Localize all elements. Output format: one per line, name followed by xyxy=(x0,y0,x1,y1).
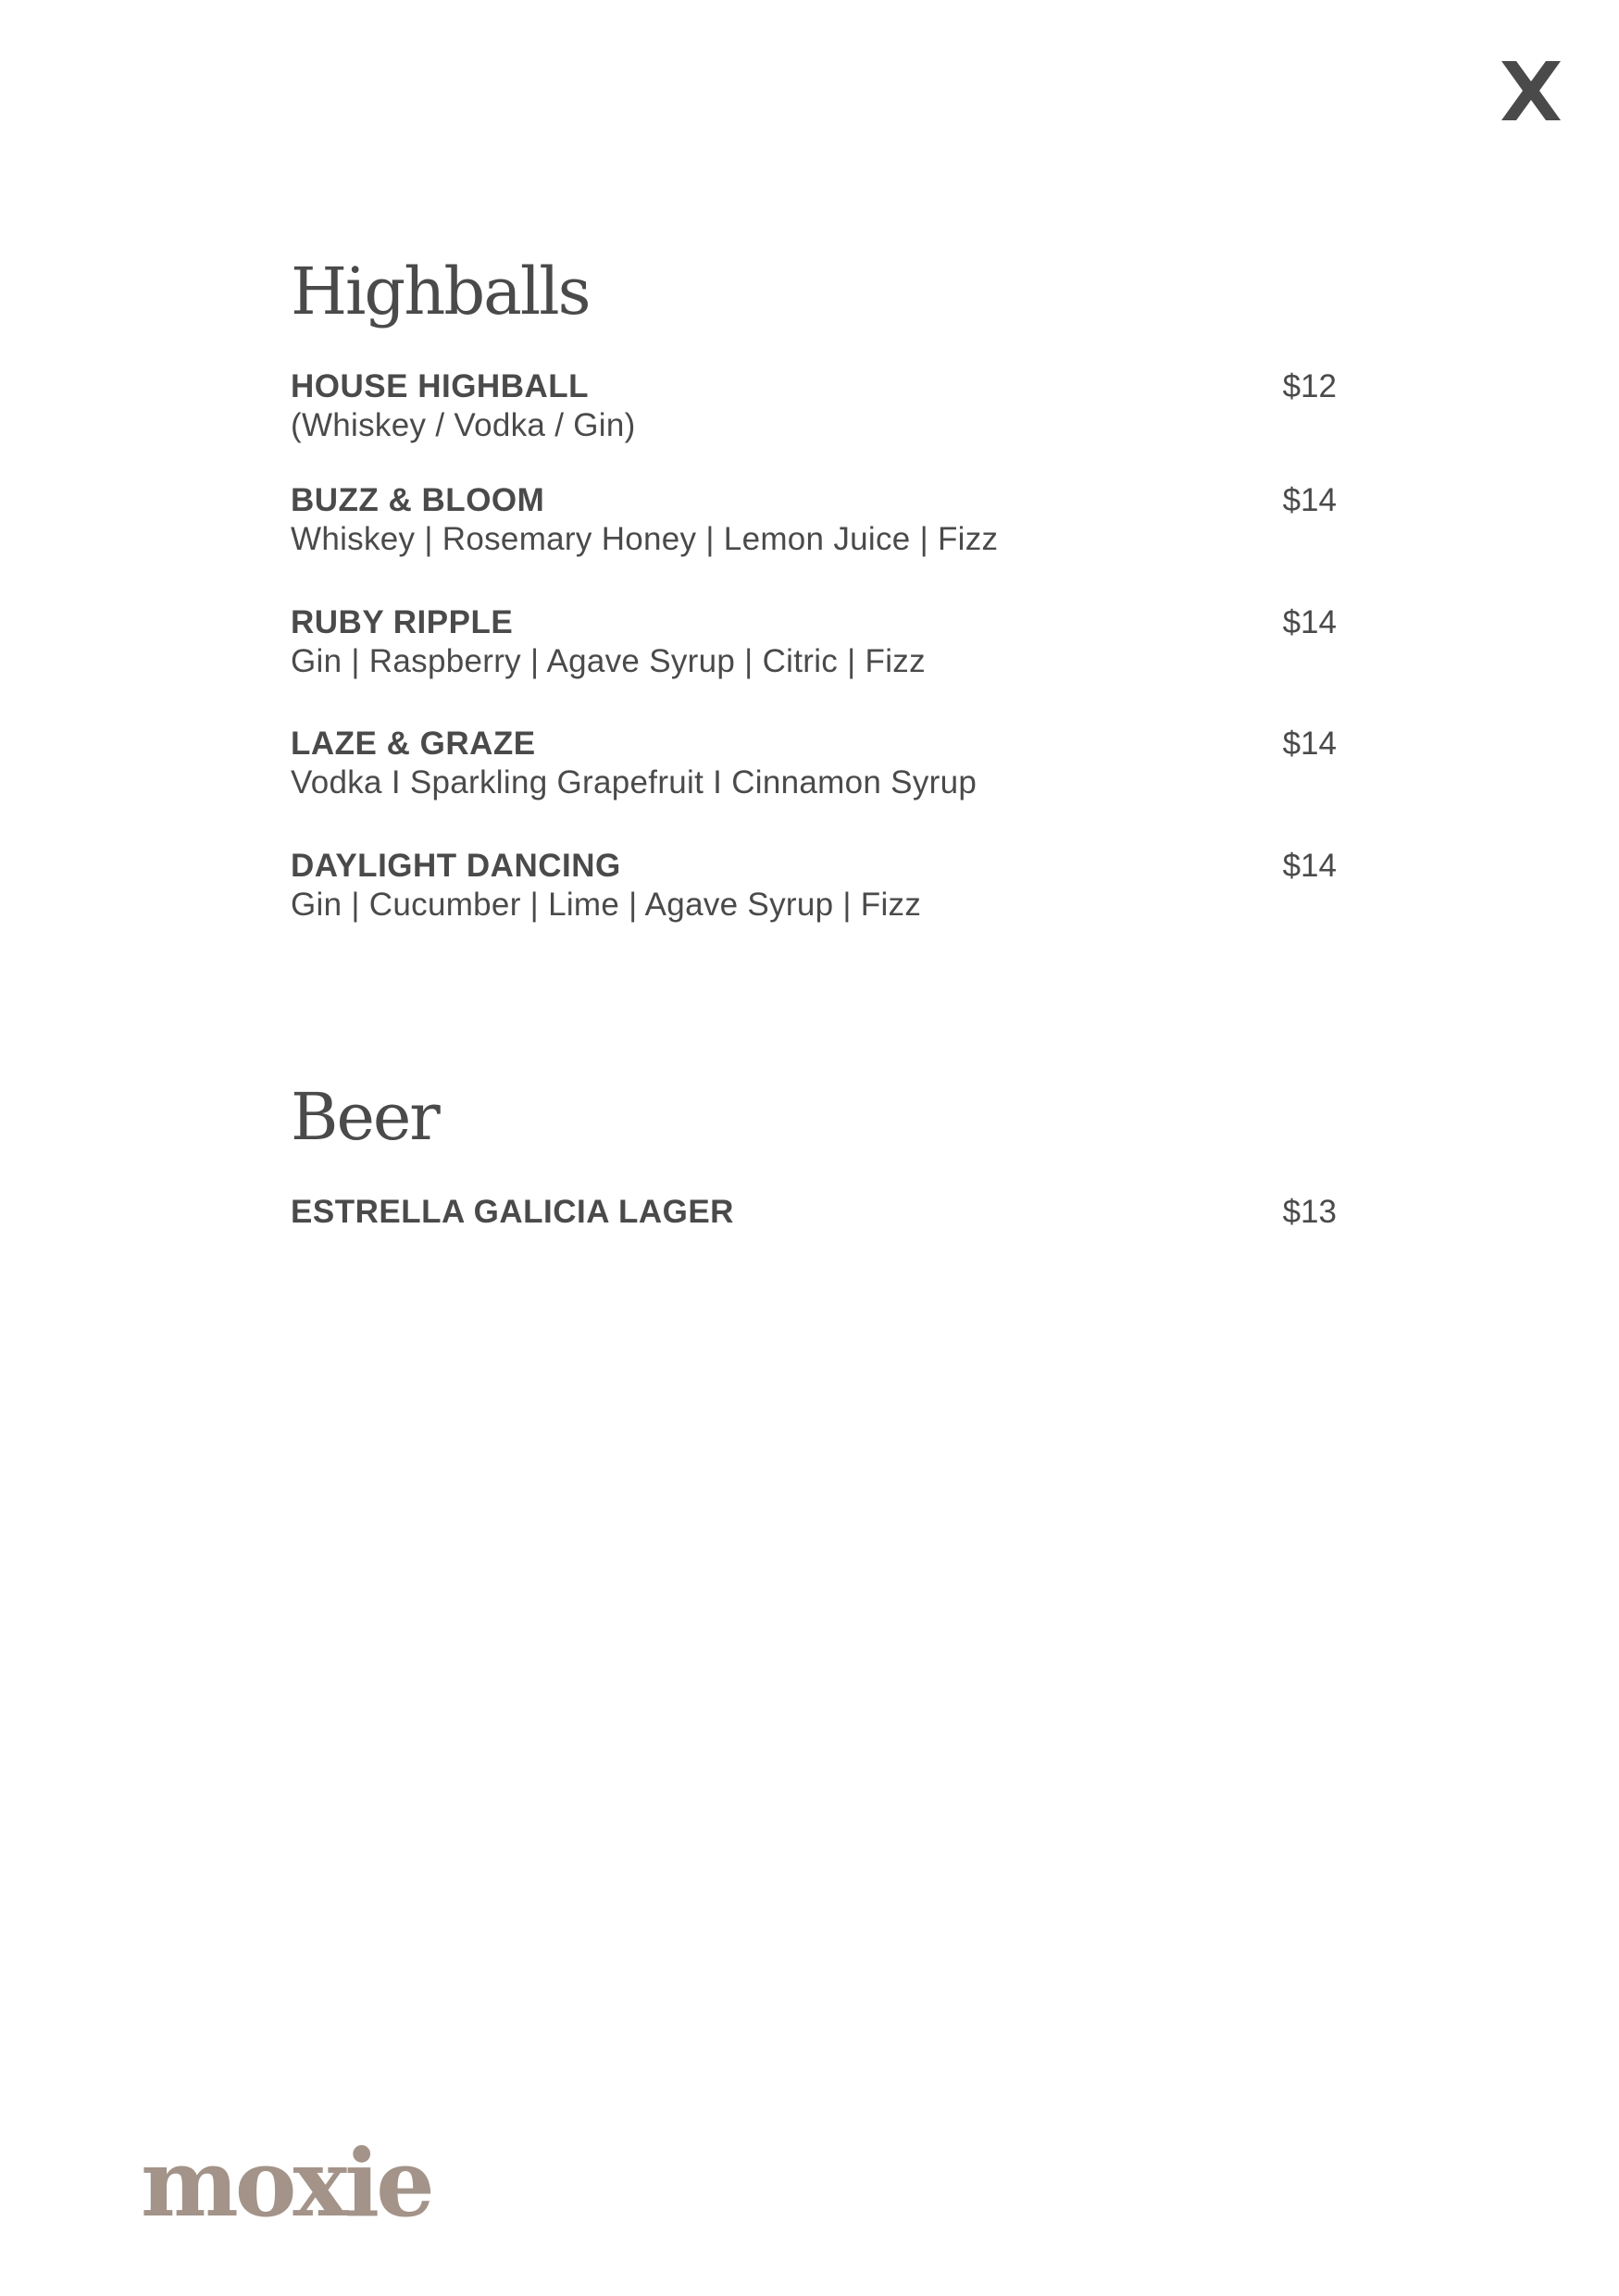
item-description: Gin | Cucumber | Lime | Agave Syrup | Fizz xyxy=(291,887,922,923)
item-price: $12 xyxy=(1282,368,1337,404)
moxie-logo xyxy=(139,2119,454,2240)
menu-item xyxy=(291,604,1337,682)
menu-item xyxy=(291,368,1337,446)
section-title-highballs: Highballs xyxy=(291,254,590,329)
item-description: Gin | Raspberry | Agave Syrup | Citric | Fizz xyxy=(291,643,926,679)
menu-item xyxy=(291,848,1337,925)
item-name: DAYLIGHT DANCING xyxy=(291,848,621,884)
section-title-beer: Beer xyxy=(291,1079,439,1155)
item-name: LAZE & GRAZE xyxy=(291,726,536,762)
item-price: $14 xyxy=(1282,726,1337,762)
item-description: (Whiskey / Vodka / Gin) xyxy=(291,407,636,443)
close-icon[interactable] xyxy=(1498,57,1564,124)
item-price: $14 xyxy=(1282,848,1337,884)
item-price: $14 xyxy=(1282,482,1337,518)
item-name: ESTRELLA GALICIA LAGER xyxy=(291,1194,734,1230)
logo-text: moxie xyxy=(141,2128,431,2238)
item-description: Vodka I Sparkling Grapefruit I Cinnamon Syrup xyxy=(291,764,978,800)
item-price: $14 xyxy=(1282,604,1337,640)
item-price: $13 xyxy=(1282,1194,1337,1230)
menu-item xyxy=(291,1194,1337,1231)
item-name: BUZZ & BLOOM xyxy=(291,482,545,518)
menu-item xyxy=(291,482,1337,560)
item-name: HOUSE HIGHBALL xyxy=(291,368,589,404)
item-description: Whiskey | Rosemary Honey | Lemon Juice | Fizz xyxy=(291,521,999,557)
item-name: RUBY RIPPLE xyxy=(291,604,514,640)
menu-item xyxy=(291,726,1337,803)
